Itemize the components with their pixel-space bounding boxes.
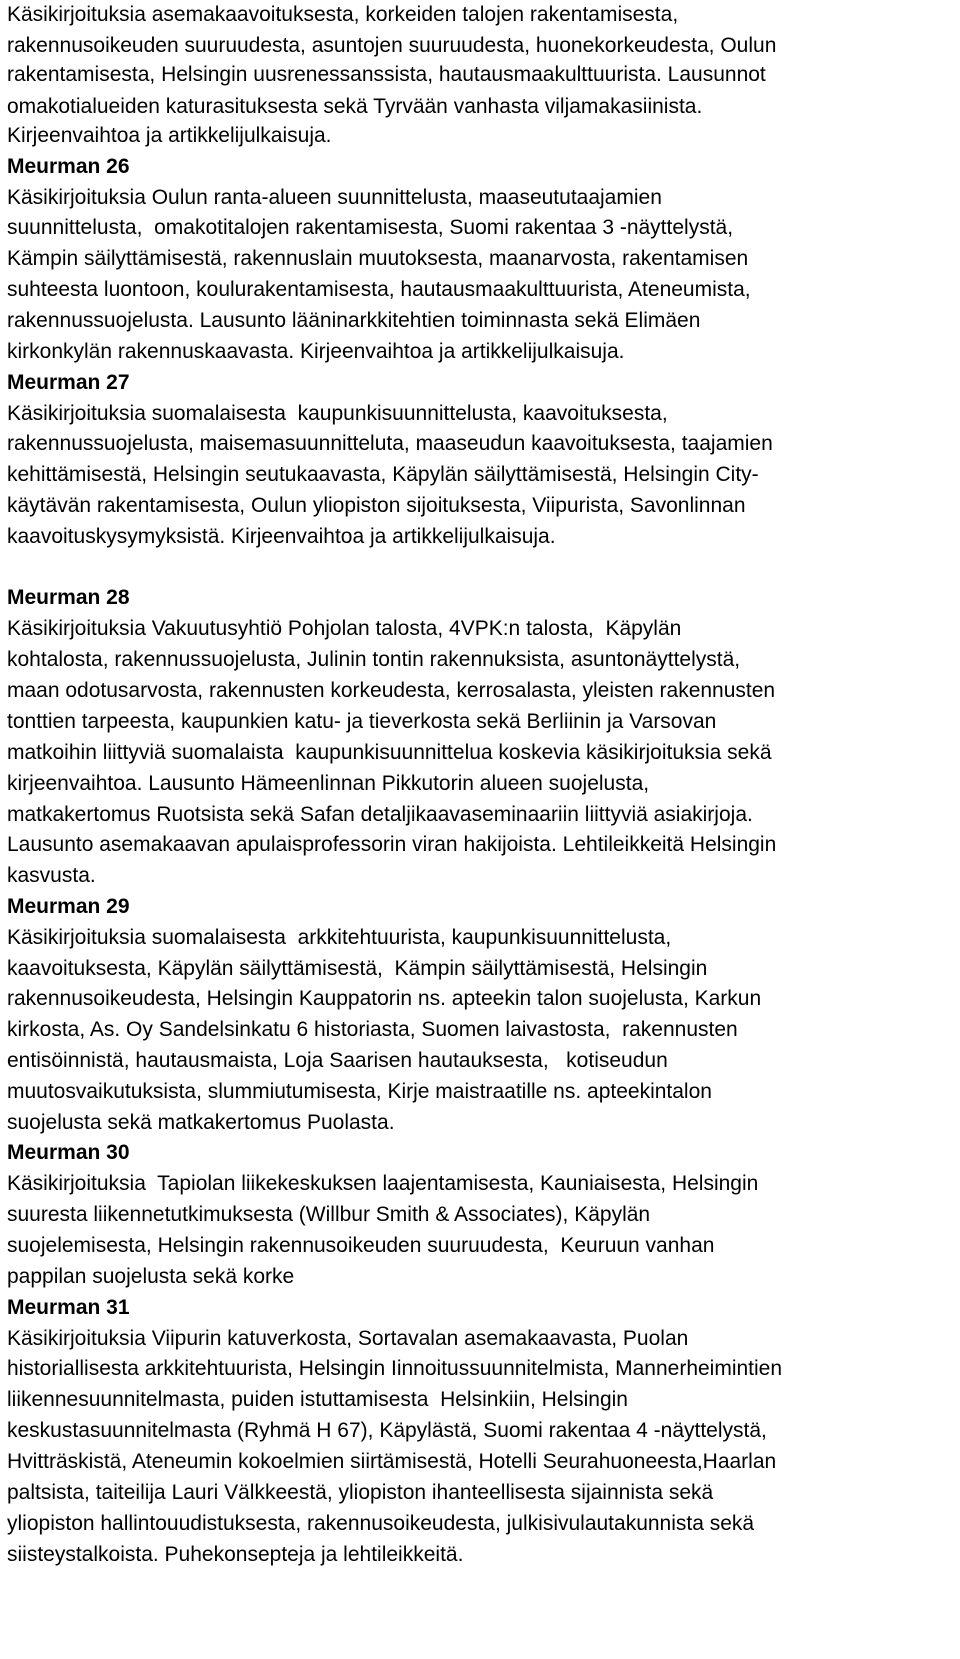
text-line: Hvitträskistä, Ateneumin kokoelmien siirtämisestä, Hotelli Seurahuoneesta,Haarlan [7, 1450, 777, 1473]
text-line: kaavoituskysymyksistä. Kirjeenvaihtoa ja artikkelijulkaisuja. [7, 525, 556, 548]
text-line: tonttien tarpeesta, kaupunkien katu- ja tieverkosta sekä Berliinin ja Varsovan [7, 710, 717, 733]
text-line: rakentamisesta, Helsingin uusrenessanssista, hautausmaakulttuurista. Lausunnot [7, 63, 766, 86]
text-line: kohtalosta, rakennussuojelusta, Julinin tontin rakennuksista, asuntonäyttelystä, [7, 648, 741, 671]
text-line: Kämpin säilyttämisestä, rakennuslain muutoksesta, maanarvosta, rakentamisen [7, 247, 749, 270]
text-line: rakennusoikeudesta, Helsingin Kauppatorin ns. apteekin talon suojelusta, Karkun [7, 987, 762, 1010]
text-line: Käsikirjoituksia Tapiolan liikekeskuksen laajentamisesta, Kauniaisesta, Helsingin [7, 1172, 759, 1195]
text-line: kirkosta, As. Oy Sandelsinkatu 6 historiasta, Suomen laivastosta, rakennusten [7, 1018, 738, 1041]
section-heading: Meurman 27 [7, 371, 130, 394]
text-line: rakennusoikeuden suuruudesta, asuntojen suuruudesta, huonekorkeudesta, Oulun [7, 34, 777, 57]
section-heading: Meurman 30 [7, 1141, 130, 1164]
text-line: rakennussuojelusta. Lausunto lääninarkkitehtien toiminnasta sekä Elimäen [7, 309, 701, 332]
text-line: omakotialueiden katurasituksesta sekä Tyrvään vanhasta viljamakasiinista. [7, 95, 703, 118]
text-line: Käsikirjoituksia suomalaisesta arkkitehtuurista, kaupunkisuunnittelusta, [7, 926, 672, 949]
text-line: kaavoituksesta, Käpylän säilyttämisestä, Kämpin säilyttämisestä, Helsingin [7, 957, 708, 980]
text-line: pappilan suojelusta sekä korke [7, 1265, 295, 1288]
text-line: rakennussuojelusta, maisemasuunnitteluta, maaseudun kaavoituksesta, taajamien [7, 432, 773, 455]
text-line: entisöinnistä, hautausmaista, Loja Saarisen hautauksesta, kotiseudun [7, 1049, 668, 1072]
text-line: Käsikirjoituksia asemakaavoituksesta, korkeiden talojen rakentamisesta, [7, 3, 679, 26]
text-line: keskustasuunnitelmasta (Ryhmä H 67), Käpylästä, Suomi rakentaa 4 -näyttelystä, [7, 1419, 767, 1442]
text-line: suunnittelusta, omakotitalojen rakentamisesta, Suomi rakentaa 3 -näyttelystä, [7, 216, 734, 239]
text-line: Kirjeenvaihtoa ja artikkelijulkaisuja. [7, 124, 332, 147]
text-line: käytävän rakentamisesta, Oulun yliopiston sijoituksesta, Viipurista, Savonlinnan [7, 494, 746, 517]
text-line: maan odotusarvosta, rakennusten korkeudesta, kerrosalasta, yleisten rakennusten [7, 679, 776, 702]
section-heading: Meurman 29 [7, 895, 130, 918]
text-line: matkakertomus Ruotsista sekä Safan detaljikaavaseminaariin liittyviä asiakirjoja. [7, 803, 753, 826]
text-line: paltsista, taiteilija Lauri Välkkeestä, yliopiston ihanteellisesta sijainnista sekä [7, 1481, 714, 1504]
text-line: kehittämisestä, Helsingin seutukaavasta, Käpylän säilyttämisestä, Helsingin City- [7, 463, 759, 486]
text-line: suhteesta luontoon, koulurakentamisesta, hautausmaakulttuurista, Ateneumista, [7, 278, 751, 301]
text-line: matkoihin liittyviä suomalaista kaupunkisuunnittelua koskevia käsikirjoituksia sekä [7, 741, 772, 764]
text-line: siisteystalkoista. Puhekonsepteja ja lehtileikkeitä. [7, 1543, 464, 1566]
text-line: muutosvaikutuksista, slummiutumisesta, Kirje maistraatille ns. apteekintalon [7, 1080, 712, 1103]
text-line: suojelemisesta, Helsingin rakennusoikeuden suuruudesta, Keuruun vanhan [7, 1234, 715, 1257]
text-line: liikennesuunnitelmasta, puiden istuttamisesta Helsinkiin, Helsingin [7, 1388, 628, 1411]
text-line: Lausunto asemakaavan apulaisprofessorin viran hakijoista. Lehtileikkeitä Helsingin [7, 833, 777, 856]
text-line: Käsikirjoituksia Oulun ranta-alueen suunnittelusta, maaseututaajamien [7, 186, 662, 209]
text-line: suuresta liikennetutkimuksesta (Willbur Smith & Associates), Käpylän [7, 1203, 651, 1226]
section-heading: Meurman 28 [7, 586, 130, 609]
text-line: yliopiston hallintouudistuksesta, rakennusoikeudesta, julkisivulautakunnista sekä [7, 1512, 755, 1535]
text-line: kasvusta. [7, 864, 96, 887]
text-line: Käsikirjoituksia Viipurin katuverkosta, Sortavalan asemakaavasta, Puolan [7, 1327, 689, 1350]
text-line: kirjeenvaihtoa. Lausunto Hämeenlinnan Pikkutorin alueen suojelusta, [7, 772, 650, 795]
text-line: Käsikirjoituksia suomalaisesta kaupunkisuunnittelusta, kaavoituksesta, [7, 402, 668, 425]
text-line: suojelusta sekä matkakertomus Puolasta. [7, 1111, 395, 1134]
section-heading: Meurman 31 [7, 1296, 130, 1319]
text-line: Käsikirjoituksia Vakuutusyhtiö Pohjolan talosta, 4VPK:n talosta, Käpylän [7, 617, 682, 640]
text-line: historiallisesta arkkitehtuurista, Helsingin Iinnoitussuunnitelmista, Mannerheimintien [7, 1357, 783, 1380]
text-line: kirkonkylän rakennuskaavasta. Kirjeenvaihtoa ja artikkelijulkaisuja. [7, 340, 625, 363]
section-heading: Meurman 26 [7, 155, 130, 178]
